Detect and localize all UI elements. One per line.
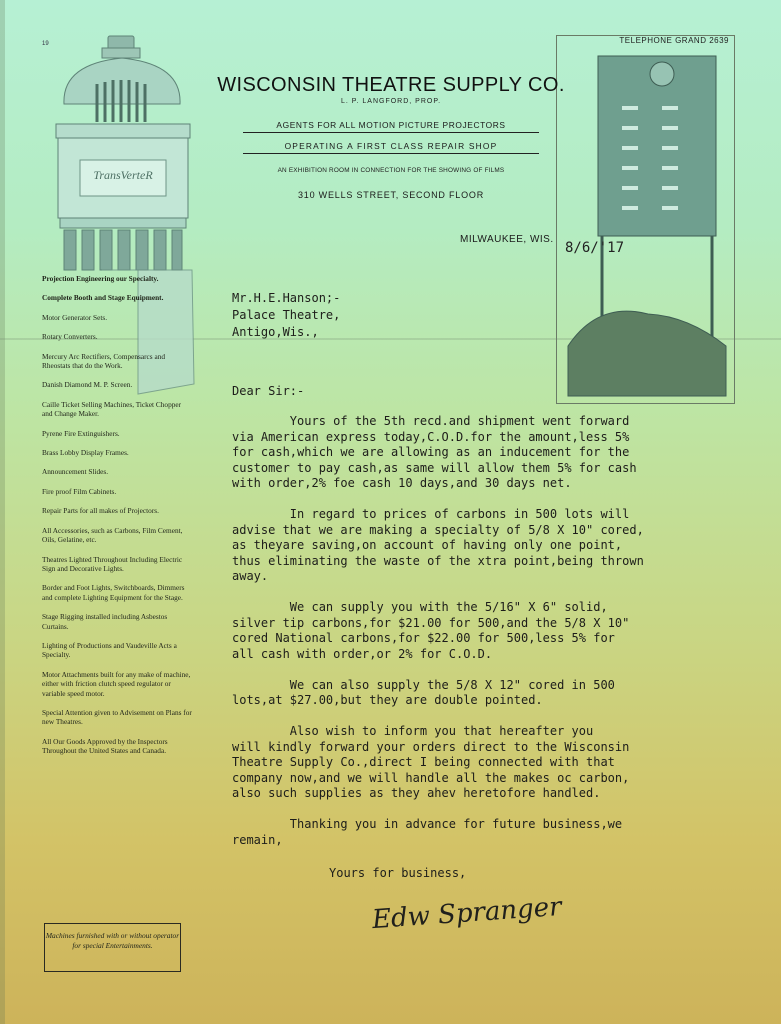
service-item: Mercury Arc Rectifiers, Compensarcs and Rheostats that do the Work. <box>42 351 165 371</box>
service-item: Lighting of Productions and Vaudeville Acts a Specialty. <box>42 640 177 660</box>
service-item: Caille Ticket Selling Machines, Ticket Chopper and Change Maker. <box>42 399 182 419</box>
transverter-caption: 19 <box>42 41 49 47</box>
services-note-box: Machines furnished with or without operator for special Entertainments. <box>44 923 181 972</box>
letter-closing: Yours for business, <box>329 866 467 880</box>
service-item: Brass Lobby Display Frames. <box>42 448 129 458</box>
signature-text: Edw Spranger <box>371 891 563 936</box>
company-name: WISCONSIN THEATRE SUPPLY CO. <box>217 74 565 96</box>
addressee-block: Mr.H.E.Hanson;- Palace Theatre, Antigo,Wis., <box>232 291 341 339</box>
street-address: 310 WELLS STREET, SECOND FLOOR <box>297 190 485 200</box>
service-item: Stage Rigging installed including Asbestos Curtains. <box>42 612 168 631</box>
service-item: Border and Foot Lights, Switchboards, Dimmers and complete Lighting Equipment for the Stage. <box>42 583 185 602</box>
letter-date: 8/6/'17 <box>565 240 625 256</box>
service-item: Pyrene Fire Extinguishers. <box>42 428 120 438</box>
service-item: Rotary Converters. <box>42 332 98 342</box>
telephone-number: TELEPHONE GRAND 2639 <box>619 36 729 45</box>
service-item: Motor Attachments built for any make of machine, either with friction clutch speed regulator or variable speed motor. <box>42 669 191 698</box>
service-item: Fire proof Film Cabinets. <box>42 486 117 496</box>
exhibition-line: AN EXHIBITION ROOM IN CONNECTION FOR THE SHOWING OF FILMS <box>277 167 505 174</box>
salutation: Dear Sir:- <box>232 384 305 398</box>
service-item: Complete Booth and Stage Equipment. <box>42 293 164 303</box>
service-item: Projection Engineering our Specialty. <box>42 274 159 283</box>
service-item: Repair Parts for all makes of Projectors. <box>42 506 159 516</box>
service-item: Danish Diamond M. P. Screen. <box>42 380 133 390</box>
proprietor: L. P. LANGFORD, PROP. <box>340 98 442 105</box>
letter-city: MILWAUKEE, WIS. <box>460 234 554 245</box>
transverter-label: TransVerteR <box>93 168 153 182</box>
service-item: Motor Generator Sets. <box>42 312 108 322</box>
service-item: Special Attention given to Advisement on Plans for new Theatres. <box>42 707 192 727</box>
service-item: Theatres Lighted Throughout Including Electric Sign and Decorative Lights. <box>42 554 183 573</box>
paper-edge <box>0 0 5 1024</box>
service-item: All Our Goods Approved by the Inspectors Throughout the United States and Canada. <box>42 736 168 756</box>
repair-shop-line: OPERATING A FIRST CLASS REPAIR SHOP <box>243 141 539 154</box>
letter-body: Yours of the 5th recd.and shipment went forward via American express today,C.O.D.for the amount,less 5% for cash,which we are allowing as an inducement for the customer to pay cash,as same will allow them 5% for cash with order,2% foe cash 10 days,and 30 days net. In regard to prices of carbons in 500 lots will advise that we are making a specialty of 5/8 X 10" cored, as theyare saving,on account of having only one point, thus eliminating the waste of the xtra point,being thrown away. We can supply you with the 5/16" X 6" solid, silver tip carbons,for $21.00 for 500,and the 5/8 X 10" cored National carbons,for $22.00 for 500,less 5% for all cash with order,or 2% for C.O.D. We can also supply the 5/8 X 12" cored in 500 lots,at $27.00,but they are double pointed. Also wish to inform you that hereafter you will kindly forward your orders direct to the Wisconsin Theatre Supply Co.,direct I being connected with that company now,and we will handle all the makes oc carbon, also such supplies as they ahev heretofore handled. Thanking you in advance for future business,we remain, <box>232 414 644 847</box>
agents-line: AGENTS FOR ALL MOTION PICTURE PROJECTORS <box>243 120 539 133</box>
handwritten-signature <box>368 886 608 942</box>
service-item: Announcement Slides. <box>42 467 109 477</box>
services-list <box>42 274 192 766</box>
service-item: All Accessories, such as Carbons, Film Cement, Oils, Gelatine, etc. <box>42 525 183 545</box>
